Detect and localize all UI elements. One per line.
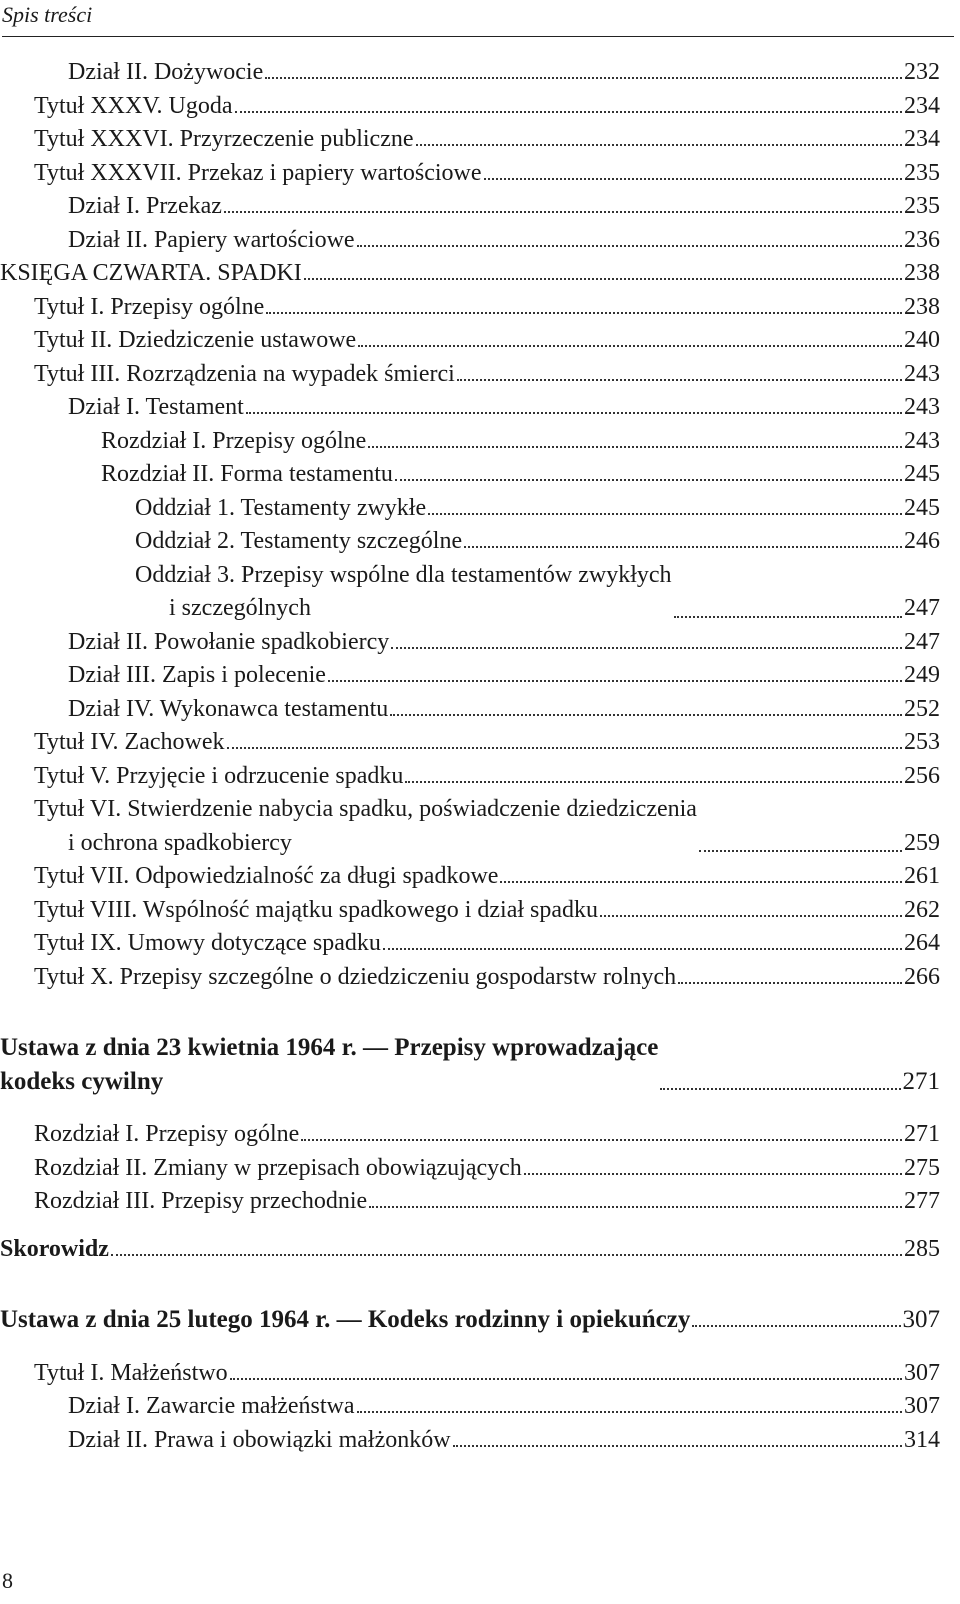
toc-entry[interactable] <box>0 1424 940 1458</box>
page-ref: 307 <box>904 1393 940 1419</box>
toc-entry[interactable] <box>0 324 940 358</box>
leader-dots <box>390 714 902 716</box>
header-title: Spis treści <box>2 2 93 27</box>
page-ref: 243 <box>904 360 940 387</box>
entry-label: Dział II. Powołanie spadkobiercy <box>68 628 390 655</box>
leader-dots <box>416 144 903 146</box>
entry-label: Dział I. Testament <box>68 394 244 420</box>
leader-dots <box>484 178 902 180</box>
entry-label: Oddział 1. Testamenty zwykłe <box>135 494 427 521</box>
leader-dots <box>369 1206 902 1208</box>
page-ref: 264 <box>904 930 940 956</box>
leader-dots <box>357 1411 902 1413</box>
page-ref: 245 <box>904 494 940 521</box>
running-header <box>2 0 954 37</box>
toc-entry[interactable] <box>0 961 940 995</box>
entry-label: Dział III. Zapis i polecenie <box>68 662 326 688</box>
page-ref: 234 <box>904 126 940 152</box>
page-ref: 314 <box>904 1426 940 1453</box>
leader-dots <box>358 345 902 347</box>
toc-section-entries <box>0 1357 940 1458</box>
page-ref: 249 <box>904 662 940 688</box>
page-ref: 235 <box>904 193 940 219</box>
leader-dots <box>383 948 902 950</box>
page-ref: 307 <box>904 1359 940 1386</box>
toc-entry[interactable] <box>0 1390 940 1424</box>
page-ref: 262 <box>904 896 940 923</box>
entry-label-continued: i ochrona spadkobiercy <box>68 829 292 856</box>
entry-label: Oddział 2. Testamenty szczególne <box>135 528 463 554</box>
entry-label: Tytuł VIII. Wspólność majątku spadkowego i dział spadku <box>34 896 598 923</box>
page-ref: 236 <box>904 226 940 253</box>
toc-entry[interactable] <box>0 1152 940 1186</box>
page-ref: 256 <box>904 762 940 789</box>
toc-entry[interactable] <box>0 56 940 90</box>
toc-entry[interactable] <box>0 90 940 124</box>
page-ref: 246 <box>904 528 940 554</box>
toc-entry[interactable] <box>0 291 940 325</box>
toc-entry[interactable] <box>0 559 940 626</box>
leader-dots <box>391 647 902 649</box>
page-ref: 275 <box>904 1154 940 1181</box>
page-ref: 271 <box>904 1121 940 1147</box>
leader-dots <box>266 312 902 314</box>
leader-dots <box>304 278 902 280</box>
page-ref: 234 <box>904 92 940 119</box>
leader-dots <box>357 245 902 247</box>
leader-dots <box>453 1445 902 1447</box>
toc-entry[interactable] <box>0 123 940 157</box>
toc-entry[interactable] <box>0 257 940 291</box>
entry-label: Tytuł II. Dziedziczenie ustawowe <box>34 327 357 353</box>
entry-label: Tytuł X. Przepisy szczególne o dziedziczeniu gospodarstw rolnych <box>34 963 677 990</box>
page-number: 8 <box>2 1568 13 1593</box>
leader-dots <box>524 1173 902 1175</box>
toc-entry[interactable] <box>0 391 940 425</box>
entry-label: Tytuł XXXVII. Przekaz i papiery wartościowe <box>34 159 482 186</box>
page-ref: 252 <box>904 695 940 722</box>
toc-entry[interactable] <box>0 458 940 492</box>
entry-label: Tytuł V. Przyjęcie i odrzucenie spadku <box>34 762 404 789</box>
toc-entry[interactable] <box>0 860 940 894</box>
entry-label: Tytuł III. Rozrządzenia na wypadek śmierci <box>34 360 455 387</box>
leader-dots <box>464 546 902 548</box>
page-ref: 253 <box>904 729 940 755</box>
leader-dots <box>692 1325 900 1327</box>
page-ref: 307 <box>902 1306 940 1333</box>
entry-label-continued: i szczególnych <box>169 595 311 621</box>
leader-dots <box>235 111 902 113</box>
toc-entry[interactable] <box>0 726 940 760</box>
entry-label: Dział IV. Wykonawca testamentu <box>68 695 389 722</box>
toc-entry[interactable] <box>0 693 940 727</box>
table-of-contents <box>0 56 940 1457</box>
entry-label: Rozdział III. Przepisy przechodnie <box>34 1188 368 1214</box>
toc-entry[interactable] <box>0 1357 940 1391</box>
leader-dots <box>405 781 902 783</box>
toc-entry[interactable] <box>0 1185 940 1219</box>
toc-entry[interactable] <box>0 760 940 794</box>
leader-dots <box>428 513 902 515</box>
entry-label: Tytuł I. Przepisy ogólne <box>34 293 265 320</box>
page-ref: 285 <box>904 1235 940 1262</box>
toc-entry[interactable] <box>0 224 940 258</box>
toc-entry[interactable] <box>0 659 940 693</box>
leader-dots <box>600 915 902 917</box>
entry-label: Tytuł XXXV. Ugoda <box>34 92 233 119</box>
entry-label: KSIĘGA CZWARTA. SPADKI <box>0 260 302 286</box>
toc-entry[interactable] <box>0 358 940 392</box>
entry-label: Dział II. Prawa i obowiązki małżonków <box>68 1426 451 1453</box>
leader-dots <box>678 982 902 984</box>
entry-label: Oddział 3. Przepisy wspólne dla testamentów zwykłych <box>135 561 672 588</box>
page-ref: 232 <box>904 59 940 85</box>
leader-dots <box>111 1254 902 1256</box>
page-ref: 243 <box>904 394 940 420</box>
page-ref: 240 <box>904 327 940 353</box>
page-ref: 247 <box>904 628 940 655</box>
entry-label: Dział I. Przekaz <box>68 193 222 219</box>
page-ref: 261 <box>904 863 940 889</box>
page-ref: 243 <box>904 427 940 454</box>
entry-label: Tytuł VII. Odpowiedzialność za długi spadkowe <box>34 863 499 889</box>
section-title: Ustawa z dnia 25 lutego 1964 r. — Kodeks rodzinny i opiekuńczy <box>0 1306 691 1333</box>
entry-label: Rozdział I. Przepisy ogólne <box>34 1121 300 1147</box>
page-ref: 245 <box>904 461 940 487</box>
toc-entry[interactable] <box>0 793 940 860</box>
page-ref: 235 <box>904 159 940 186</box>
leader-dots <box>457 379 902 381</box>
entry-label: Tytuł VI. Stwierdzenie nabycia spadku, poświadczenie dziedziczenia <box>34 796 697 822</box>
page-ref: 247 <box>904 595 940 621</box>
entry-label: Dział I. Zawarcie małżeństwa <box>68 1393 355 1419</box>
toc-entry[interactable] <box>0 927 940 961</box>
leader-dots <box>660 1088 900 1090</box>
entry-label: Tytuł XXXVI. Przyrzeczenie publiczne <box>34 126 414 152</box>
entry-label: Tytuł I. Małżeństwo <box>34 1359 228 1386</box>
toc-section-ustawa-1964-04[interactable] <box>0 1031 940 1098</box>
toc-entries <box>0 56 940 994</box>
section-title-line1: Ustawa z dnia 23 kwietnia 1964 r. — Przepisy wprowadzające <box>0 1034 659 1061</box>
leader-dots <box>328 680 902 682</box>
entry-label: Rozdział II. Forma testamentu <box>101 461 393 487</box>
leader-dots <box>368 446 902 448</box>
toc-section-skorowidz[interactable] <box>0 1233 940 1267</box>
toc-entry[interactable] <box>0 157 940 191</box>
leader-dots <box>301 1139 902 1141</box>
section-title-line2: kodeks cywilny <box>0 1067 164 1095</box>
leader-dots <box>224 211 902 213</box>
entry-label: Tytuł IX. Umowy dotyczące spadku <box>34 930 381 956</box>
toc-entry[interactable] <box>0 894 940 928</box>
leader-dots <box>230 1378 902 1380</box>
leader-dots <box>227 747 903 749</box>
leader-dots <box>246 412 902 414</box>
entry-label: Dział II. Dożywocie <box>68 59 264 85</box>
toc-entry[interactable] <box>0 190 940 224</box>
entry-label: Dział II. Papiery wartościowe <box>68 226 355 253</box>
toc-section-entries <box>0 1118 940 1219</box>
leader-dots <box>699 850 902 852</box>
leader-dots <box>265 77 902 79</box>
leader-dots <box>674 616 902 618</box>
page-ref: 271 <box>902 1067 940 1095</box>
toc-section-ustawa-1964-02[interactable] <box>0 1303 940 1337</box>
page-ref: 266 <box>904 963 940 990</box>
page-ref: 238 <box>904 260 940 286</box>
leader-dots <box>500 881 902 883</box>
entry-label: Tytuł IV. Zachowek <box>34 729 225 755</box>
page-ref: 277 <box>904 1188 940 1214</box>
leader-dots <box>395 479 902 481</box>
page-ref: 238 <box>904 293 940 320</box>
toc-entry[interactable] <box>0 492 940 526</box>
entry-label: Rozdział II. Zmiany w przepisach obowiązujących <box>34 1154 522 1181</box>
toc-entry[interactable] <box>0 525 940 559</box>
toc-entry[interactable] <box>0 626 940 660</box>
page-ref: 259 <box>904 829 940 856</box>
toc-entry[interactable] <box>0 1118 940 1152</box>
section-title: Skorowidz <box>0 1235 109 1262</box>
toc-entry[interactable] <box>0 425 940 459</box>
entry-label: Rozdział I. Przepisy ogólne <box>101 427 367 454</box>
